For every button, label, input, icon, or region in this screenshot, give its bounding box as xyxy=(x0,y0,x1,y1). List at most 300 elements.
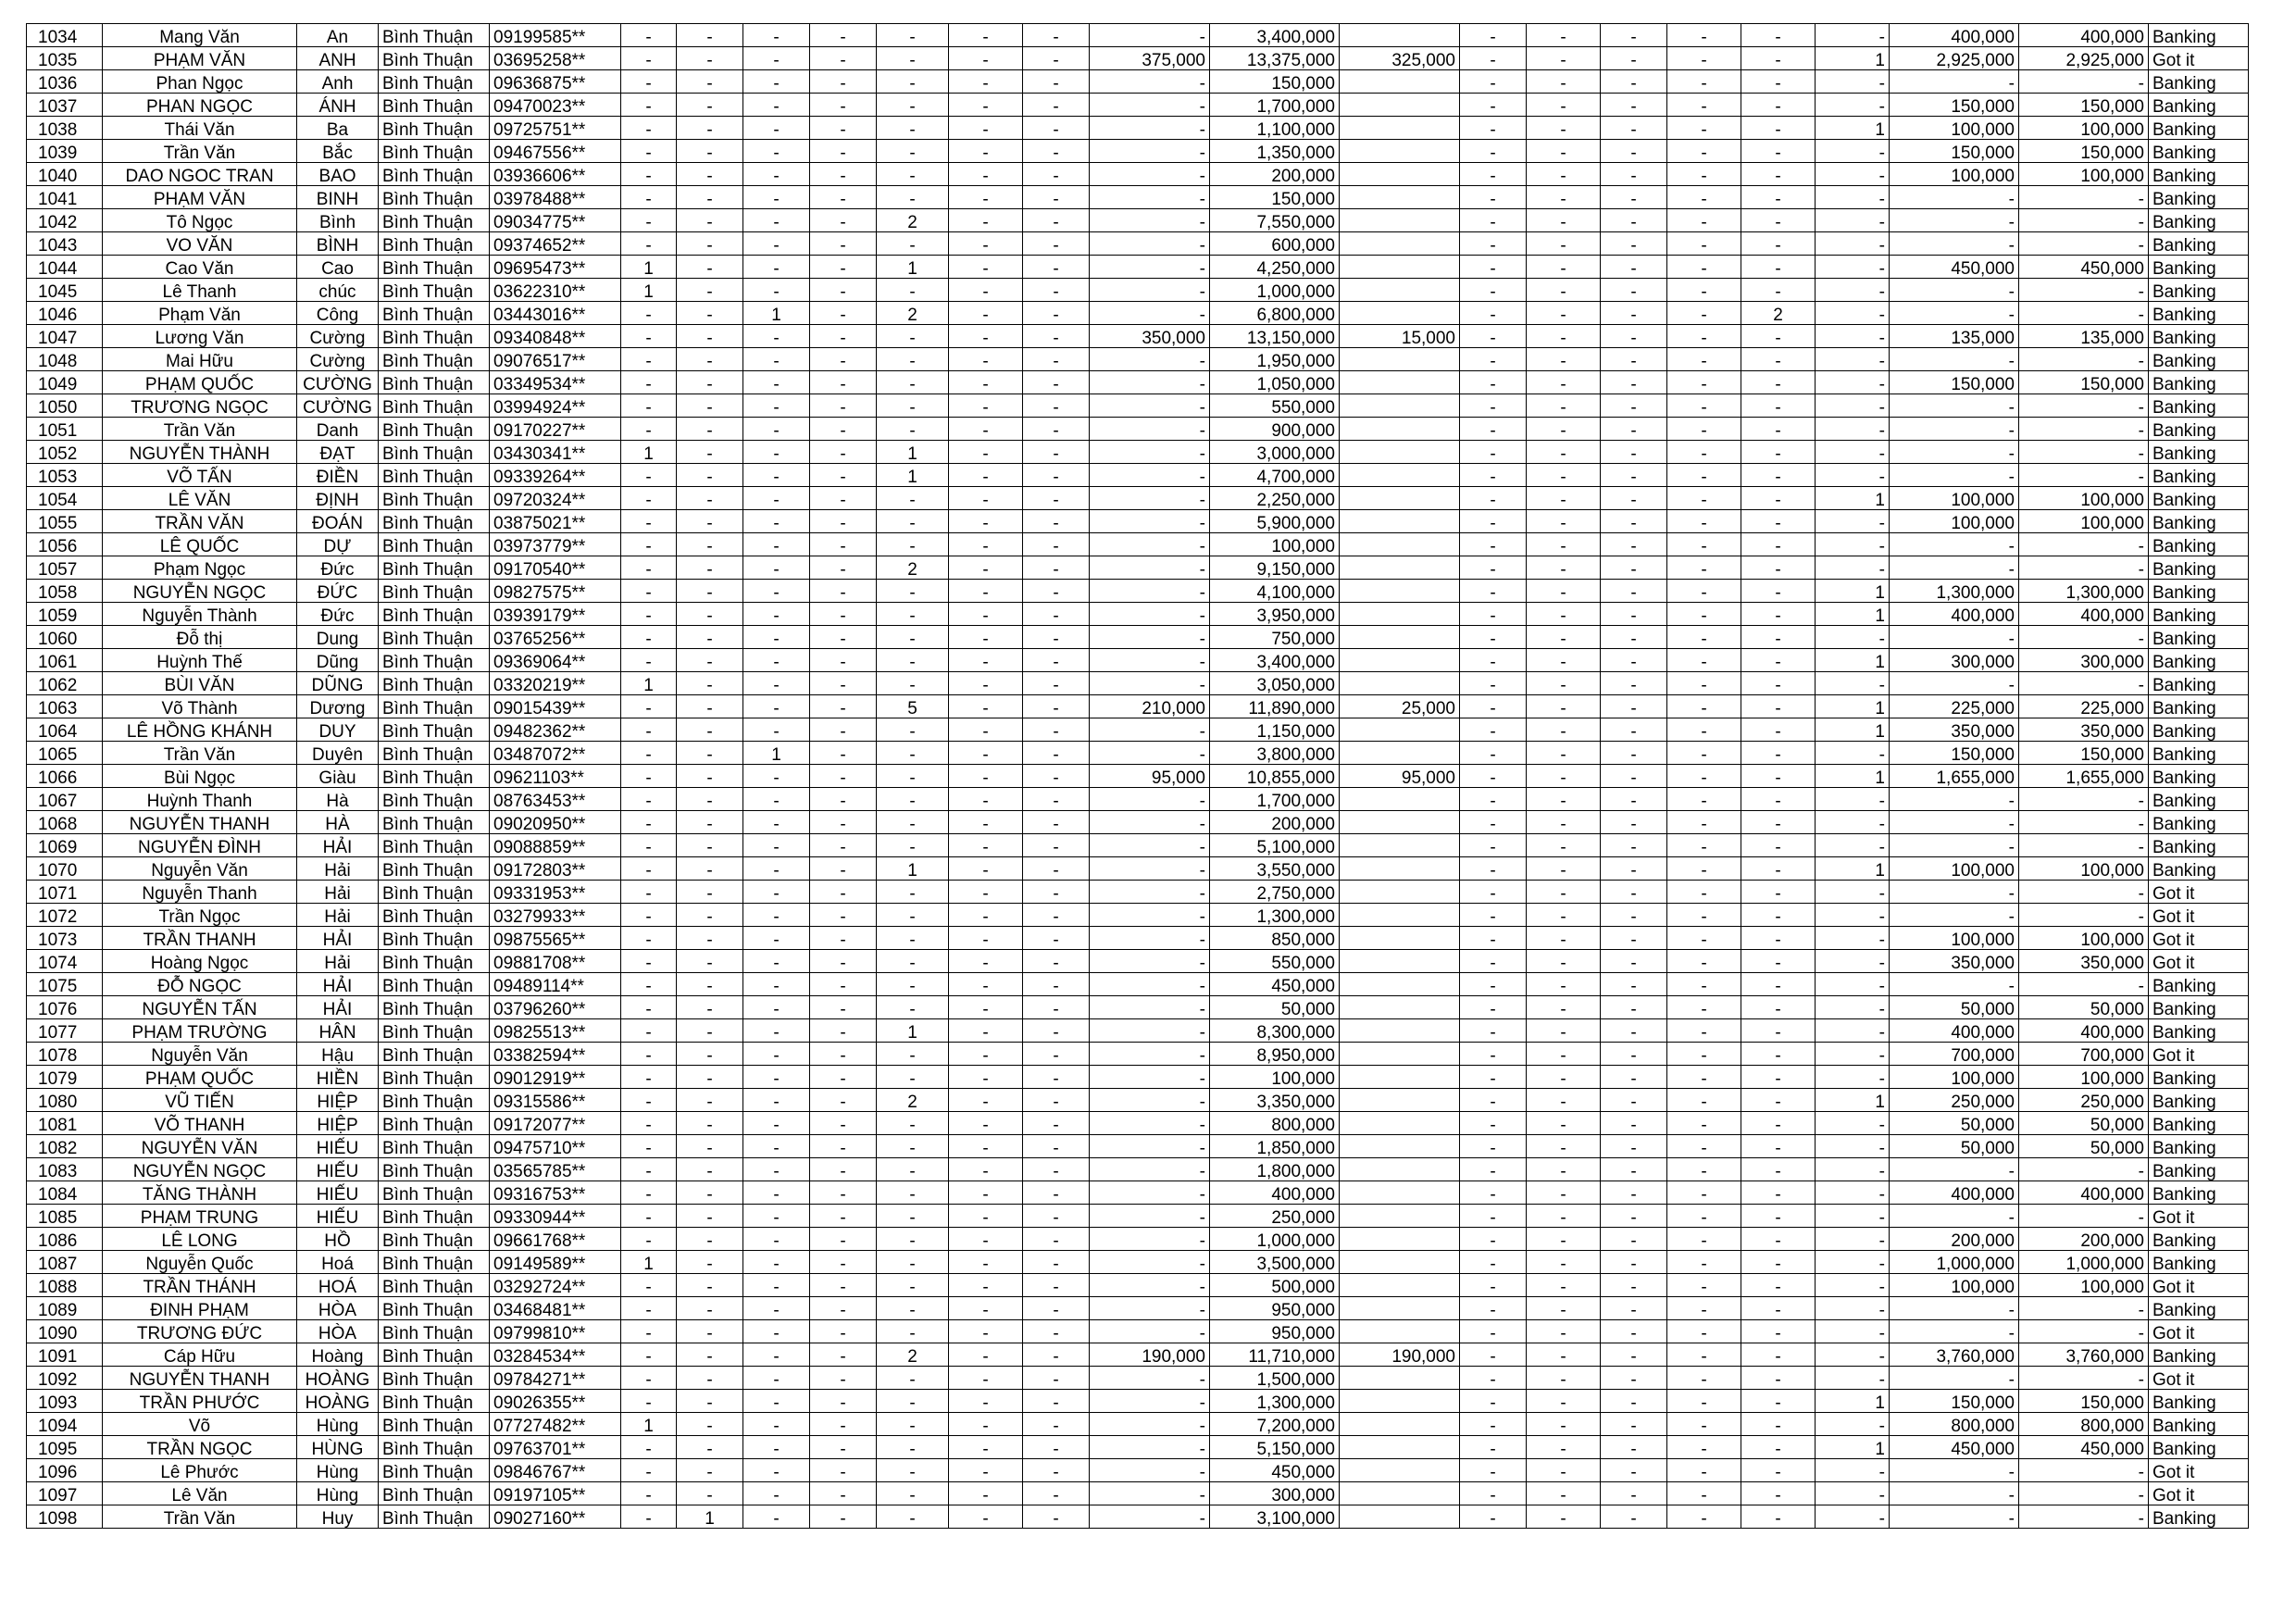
cell-tinh: Bình Thuận xyxy=(379,1367,490,1390)
cell-c8: - xyxy=(1090,163,1210,186)
cell-c7: - xyxy=(1023,1436,1090,1459)
cell-c6: - xyxy=(949,533,1023,556)
cell-c9: 50,000 xyxy=(1210,996,1340,1019)
cell-c6: - xyxy=(949,672,1023,695)
cell-c12: - xyxy=(1527,1158,1601,1181)
cell-c6: - xyxy=(949,811,1023,834)
cell-c10 xyxy=(1340,1482,1460,1505)
cell-c17: 800,000 xyxy=(1890,1413,2019,1436)
cell-c4: - xyxy=(810,580,877,603)
cell-tinh: Bình Thuận xyxy=(379,256,490,279)
cell-c1: 1 xyxy=(621,279,677,302)
cell-c9: 400,000 xyxy=(1210,1181,1340,1205)
cell-c12: - xyxy=(1527,950,1601,973)
cell-c12: - xyxy=(1527,1390,1601,1413)
cell-c15: - xyxy=(1741,1089,1816,1112)
cell-c12: - xyxy=(1527,857,1601,881)
table-row xyxy=(27,950,2249,973)
cell-c15: - xyxy=(1741,1459,1816,1482)
cell-c7: - xyxy=(1023,1482,1090,1505)
table-row xyxy=(27,186,2249,209)
cell-c9: 1,700,000 xyxy=(1210,94,1340,117)
cell-c11: - xyxy=(1460,1112,1527,1135)
cell-c15: - xyxy=(1741,672,1816,695)
cell-c18: 100,000 xyxy=(2019,510,2149,533)
cell-c9: 950,000 xyxy=(1210,1320,1340,1343)
table-row xyxy=(27,1343,2249,1367)
cell-hinh_thuc: Got it xyxy=(2149,47,2249,70)
cell-c1: - xyxy=(621,834,677,857)
cell-c6: - xyxy=(949,117,1023,140)
cell-c10 xyxy=(1340,464,1460,487)
cell-c13: - xyxy=(1601,904,1667,927)
cell-c1: - xyxy=(621,765,677,788)
cell-c10 xyxy=(1340,603,1460,626)
cell-c13: - xyxy=(1601,811,1667,834)
cell-c16: - xyxy=(1816,348,1890,371)
cell-c15: - xyxy=(1741,24,1816,47)
cell-hinh_thuc: Banking xyxy=(2149,1390,2249,1413)
cell-stt: 1058 xyxy=(27,580,103,603)
cell-c13: - xyxy=(1601,765,1667,788)
cell-c18: - xyxy=(2019,1320,2149,1343)
cell-c4: - xyxy=(810,626,877,649)
cell-c5: - xyxy=(877,626,949,649)
cell-c18: 50,000 xyxy=(2019,996,2149,1019)
cell-c7: - xyxy=(1023,1089,1090,1112)
cell-c5: - xyxy=(877,834,949,857)
cell-c12: - xyxy=(1527,927,1601,950)
cell-c4: - xyxy=(810,279,877,302)
cell-c14: - xyxy=(1667,718,1741,742)
cell-c6: - xyxy=(949,904,1023,927)
cell-c7: - xyxy=(1023,47,1090,70)
cell-c16: - xyxy=(1816,950,1890,973)
cell-c5: - xyxy=(877,117,949,140)
cell-c16: - xyxy=(1816,1019,1890,1043)
cell-c5: - xyxy=(877,1459,949,1482)
cell-c17: - xyxy=(1890,904,2019,927)
cell-c8: 190,000 xyxy=(1090,1343,1210,1367)
cell-c7: - xyxy=(1023,1066,1090,1089)
cell-c9: 11,890,000 xyxy=(1210,695,1340,718)
cell-c6: - xyxy=(949,857,1023,881)
cell-c12: - xyxy=(1527,325,1601,348)
cell-c17: - xyxy=(1890,464,2019,487)
cell-stt: 1067 xyxy=(27,788,103,811)
cell-c10 xyxy=(1340,1505,1460,1529)
cell-c16: - xyxy=(1816,626,1890,649)
cell-c14: - xyxy=(1667,70,1741,94)
cell-ho: TRƯƠNG ĐỨC xyxy=(103,1320,297,1343)
cell-ho: VŨ TIẾN xyxy=(103,1089,297,1112)
cell-c6: - xyxy=(949,1158,1023,1181)
cell-c7: - xyxy=(1023,371,1090,394)
cell-c14: - xyxy=(1667,1158,1741,1181)
cell-dien_thoai: 09197105** xyxy=(490,1482,621,1505)
cell-stt: 1073 xyxy=(27,927,103,950)
cell-c1: - xyxy=(621,788,677,811)
cell-tinh: Bình Thuận xyxy=(379,927,490,950)
cell-c14: - xyxy=(1667,1459,1741,1482)
cell-c17: 100,000 xyxy=(1890,510,2019,533)
cell-c14: - xyxy=(1667,394,1741,418)
cell-c3: - xyxy=(743,140,810,163)
table-row xyxy=(27,24,2249,47)
cell-ho: ĐINH PHẠM xyxy=(103,1297,297,1320)
cell-c10 xyxy=(1340,394,1460,418)
cell-c1: - xyxy=(621,533,677,556)
cell-c17: 225,000 xyxy=(1890,695,2019,718)
cell-dien_thoai: 03430341** xyxy=(490,441,621,464)
cell-c2: - xyxy=(677,232,743,256)
cell-c12: - xyxy=(1527,996,1601,1019)
cell-c1: - xyxy=(621,163,677,186)
cell-ho: TRẦN NGỌC xyxy=(103,1436,297,1459)
cell-ho: BÙI VĂN xyxy=(103,672,297,695)
cell-c9: 1,800,000 xyxy=(1210,1158,1340,1181)
cell-c2: - xyxy=(677,695,743,718)
cell-c13: - xyxy=(1601,1390,1667,1413)
cell-c8: - xyxy=(1090,1482,1210,1505)
cell-c5: - xyxy=(877,1390,949,1413)
cell-c5: - xyxy=(877,927,949,950)
cell-c14: - xyxy=(1667,1505,1741,1529)
cell-c2: - xyxy=(677,973,743,996)
cell-c10 xyxy=(1340,1274,1460,1297)
cell-c4: - xyxy=(810,996,877,1019)
cell-c1: - xyxy=(621,1066,677,1089)
cell-c15: - xyxy=(1741,441,1816,464)
cell-c1: - xyxy=(621,1436,677,1459)
cell-c6: - xyxy=(949,24,1023,47)
cell-c17: 400,000 xyxy=(1890,24,2019,47)
cell-c9: 200,000 xyxy=(1210,811,1340,834)
cell-c18: 150,000 xyxy=(2019,371,2149,394)
cell-c9: 1,000,000 xyxy=(1210,279,1340,302)
cell-c6: - xyxy=(949,695,1023,718)
cell-c6: - xyxy=(949,487,1023,510)
cell-c8: - xyxy=(1090,649,1210,672)
cell-c12: - xyxy=(1527,811,1601,834)
cell-c11: - xyxy=(1460,1228,1527,1251)
cell-ten: HỒ xyxy=(297,1228,379,1251)
cell-c4: - xyxy=(810,232,877,256)
cell-c11: - xyxy=(1460,603,1527,626)
cell-c14: - xyxy=(1667,1251,1741,1274)
cell-c6: - xyxy=(949,1459,1023,1482)
cell-tinh: Bình Thuận xyxy=(379,209,490,232)
cell-c9: 13,150,000 xyxy=(1210,325,1340,348)
cell-c13: - xyxy=(1601,695,1667,718)
cell-c16: - xyxy=(1816,1320,1890,1343)
cell-stt: 1041 xyxy=(27,186,103,209)
cell-ho: VÕ TẤN xyxy=(103,464,297,487)
cell-c13: - xyxy=(1601,1482,1667,1505)
cell-c6: - xyxy=(949,348,1023,371)
cell-ho: LÊ VĂN xyxy=(103,487,297,510)
cell-stt: 1057 xyxy=(27,556,103,580)
cell-c7: - xyxy=(1023,927,1090,950)
cell-c9: 3,550,000 xyxy=(1210,857,1340,881)
cell-c3: - xyxy=(743,1112,810,1135)
cell-c14: - xyxy=(1667,487,1741,510)
cell-c17: 400,000 xyxy=(1890,603,2019,626)
cell-ten: ÁNH xyxy=(297,94,379,117)
cell-dien_thoai: 03443016** xyxy=(490,302,621,325)
cell-c12: - xyxy=(1527,580,1601,603)
cell-c14: - xyxy=(1667,1089,1741,1112)
cell-c15: - xyxy=(1741,140,1816,163)
cell-c17: 100,000 xyxy=(1890,927,2019,950)
cell-stt: 1078 xyxy=(27,1043,103,1066)
cell-c8: - xyxy=(1090,1390,1210,1413)
cell-c14: - xyxy=(1667,996,1741,1019)
cell-tinh: Bình Thuận xyxy=(379,672,490,695)
cell-c16: - xyxy=(1816,834,1890,857)
cell-c8: - xyxy=(1090,140,1210,163)
cell-tinh: Bình Thuận xyxy=(379,47,490,70)
cell-c9: 8,300,000 xyxy=(1210,1019,1340,1043)
cell-ho: Võ Thành xyxy=(103,695,297,718)
cell-c13: - xyxy=(1601,973,1667,996)
cell-c5: - xyxy=(877,996,949,1019)
cell-c17: - xyxy=(1890,556,2019,580)
table-row xyxy=(27,441,2249,464)
cell-hinh_thuc: Got it xyxy=(2149,1274,2249,1297)
cell-c17: 450,000 xyxy=(1890,256,2019,279)
cell-c5: - xyxy=(877,1112,949,1135)
cell-c7: - xyxy=(1023,765,1090,788)
cell-c14: - xyxy=(1667,556,1741,580)
cell-c6: - xyxy=(949,464,1023,487)
cell-c18: 450,000 xyxy=(2019,1436,2149,1459)
cell-c8: - xyxy=(1090,603,1210,626)
cell-ho: LÊ LONG xyxy=(103,1228,297,1251)
cell-c8: - xyxy=(1090,348,1210,371)
cell-c6: - xyxy=(949,441,1023,464)
cell-c17: - xyxy=(1890,834,2019,857)
cell-c8: - xyxy=(1090,742,1210,765)
cell-c11: - xyxy=(1460,186,1527,209)
cell-ho: VÕ THANH xyxy=(103,1112,297,1135)
cell-ho: PHẠM TRƯỜNG xyxy=(103,1019,297,1043)
table-row xyxy=(27,487,2249,510)
cell-c14: - xyxy=(1667,279,1741,302)
cell-c10 xyxy=(1340,1436,1460,1459)
cell-hinh_thuc: Got it xyxy=(2149,1320,2249,1343)
cell-tinh: Bình Thuận xyxy=(379,881,490,904)
cell-c4: - xyxy=(810,881,877,904)
cell-c11: - xyxy=(1460,394,1527,418)
cell-c13: - xyxy=(1601,857,1667,881)
cell-c3: - xyxy=(743,1436,810,1459)
cell-c12: - xyxy=(1527,1251,1601,1274)
cell-c6: - xyxy=(949,927,1023,950)
cell-c7: - xyxy=(1023,279,1090,302)
cell-c9: 3,500,000 xyxy=(1210,1251,1340,1274)
cell-c16: - xyxy=(1816,881,1890,904)
cell-c13: - xyxy=(1601,94,1667,117)
cell-stt: 1049 xyxy=(27,371,103,394)
cell-dien_thoai: 03939179** xyxy=(490,603,621,626)
cell-c4: - xyxy=(810,857,877,881)
cell-ten: Hoá xyxy=(297,1251,379,1274)
cell-c14: - xyxy=(1667,1181,1741,1205)
cell-c14: - xyxy=(1667,256,1741,279)
cell-hinh_thuc: Banking xyxy=(2149,325,2249,348)
cell-c12: - xyxy=(1527,94,1601,117)
cell-c18: 150,000 xyxy=(2019,140,2149,163)
cell-c1: - xyxy=(621,487,677,510)
cell-c2: - xyxy=(677,881,743,904)
cell-hinh_thuc: Banking xyxy=(2149,394,2249,418)
cell-c6: - xyxy=(949,371,1023,394)
cell-c15: - xyxy=(1741,718,1816,742)
cell-c5: - xyxy=(877,1043,949,1066)
cell-c11: - xyxy=(1460,1205,1527,1228)
cell-c16: 1 xyxy=(1816,117,1890,140)
cell-dien_thoai: 09172803** xyxy=(490,857,621,881)
cell-dien_thoai: 09725751** xyxy=(490,117,621,140)
cell-c15: - xyxy=(1741,464,1816,487)
cell-c7: - xyxy=(1023,973,1090,996)
cell-ho: TRẦN PHƯỚC xyxy=(103,1390,297,1413)
cell-stt: 1042 xyxy=(27,209,103,232)
cell-c2: - xyxy=(677,927,743,950)
cell-c17: 150,000 xyxy=(1890,94,2019,117)
table-row xyxy=(27,1367,2249,1390)
cell-c15: - xyxy=(1741,1158,1816,1181)
cell-c2: - xyxy=(677,950,743,973)
cell-c5: - xyxy=(877,950,949,973)
cell-c5: 1 xyxy=(877,1019,949,1043)
table-row xyxy=(27,1135,2249,1158)
cell-c1: - xyxy=(621,1112,677,1135)
cell-dien_thoai: 09846767** xyxy=(490,1459,621,1482)
table-row xyxy=(27,163,2249,186)
cell-c8: - xyxy=(1090,1251,1210,1274)
cell-ho: Nguyễn Quốc xyxy=(103,1251,297,1274)
cell-c14: - xyxy=(1667,1436,1741,1459)
cell-tinh: Bình Thuận xyxy=(379,1482,490,1505)
cell-dien_thoai: 09621103** xyxy=(490,765,621,788)
cell-hinh_thuc: Banking xyxy=(2149,232,2249,256)
cell-dien_thoai: 09636875** xyxy=(490,70,621,94)
cell-c17: - xyxy=(1890,811,2019,834)
cell-c15: - xyxy=(1741,1436,1816,1459)
cell-ho: Phạm Văn xyxy=(103,302,297,325)
cell-c16: 1 xyxy=(1816,695,1890,718)
cell-c5: - xyxy=(877,47,949,70)
cell-stt: 1085 xyxy=(27,1205,103,1228)
cell-c6: - xyxy=(949,881,1023,904)
cell-c3: - xyxy=(743,672,810,695)
cell-c18: 50,000 xyxy=(2019,1112,2149,1135)
cell-c13: - xyxy=(1601,441,1667,464)
cell-c16: - xyxy=(1816,1228,1890,1251)
cell-c5: - xyxy=(877,371,949,394)
cell-hinh_thuc: Banking xyxy=(2149,556,2249,580)
cell-c11: - xyxy=(1460,1459,1527,1482)
cell-c9: 450,000 xyxy=(1210,973,1340,996)
cell-c10 xyxy=(1340,1112,1460,1135)
cell-c18: 100,000 xyxy=(2019,117,2149,140)
cell-c8: - xyxy=(1090,996,1210,1019)
cell-c4: - xyxy=(810,603,877,626)
cell-c8: - xyxy=(1090,1019,1210,1043)
cell-dien_thoai: 03765256** xyxy=(490,626,621,649)
cell-ho: LÊ HỒNG KHÁNH xyxy=(103,718,297,742)
cell-c16: - xyxy=(1816,510,1890,533)
cell-c5: - xyxy=(877,603,949,626)
cell-c9: 3,050,000 xyxy=(1210,672,1340,695)
cell-c11: - xyxy=(1460,1135,1527,1158)
cell-ho: PHAN NGỌC xyxy=(103,94,297,117)
cell-ten: HOÀNG xyxy=(297,1367,379,1390)
cell-c11: - xyxy=(1460,950,1527,973)
cell-c5: - xyxy=(877,186,949,209)
cell-dien_thoai: 09199585** xyxy=(490,24,621,47)
cell-c13: - xyxy=(1601,232,1667,256)
cell-ten: DỰ xyxy=(297,533,379,556)
cell-stt: 1093 xyxy=(27,1390,103,1413)
cell-c12: - xyxy=(1527,163,1601,186)
cell-ten: Huy xyxy=(297,1505,379,1529)
cell-c4: - xyxy=(810,94,877,117)
cell-c3: - xyxy=(743,904,810,927)
cell-c17: 450,000 xyxy=(1890,1436,2019,1459)
cell-c3: - xyxy=(743,1482,810,1505)
cell-hinh_thuc: Banking xyxy=(2149,973,2249,996)
cell-c15: - xyxy=(1741,1297,1816,1320)
cell-c12: - xyxy=(1527,1135,1601,1158)
cell-hinh_thuc: Banking xyxy=(2149,1089,2249,1112)
cell-dien_thoai: 03936606** xyxy=(490,163,621,186)
cell-c13: - xyxy=(1601,718,1667,742)
cell-ten: HẢI xyxy=(297,996,379,1019)
cell-c15: - xyxy=(1741,533,1816,556)
cell-c4: - xyxy=(810,418,877,441)
cell-c5: - xyxy=(877,94,949,117)
cell-c11: - xyxy=(1460,580,1527,603)
cell-c12: - xyxy=(1527,1066,1601,1089)
cell-dien_thoai: 09875565** xyxy=(490,927,621,950)
cell-stt: 1035 xyxy=(27,47,103,70)
cell-c13: - xyxy=(1601,70,1667,94)
cell-c10 xyxy=(1340,24,1460,47)
cell-dien_thoai: 09661768** xyxy=(490,1228,621,1251)
cell-c10 xyxy=(1340,1205,1460,1228)
cell-c3: - xyxy=(743,441,810,464)
cell-c6: - xyxy=(949,1135,1023,1158)
cell-c17: 100,000 xyxy=(1890,163,2019,186)
cell-c11: - xyxy=(1460,1274,1527,1297)
cell-c15: - xyxy=(1741,1043,1816,1066)
cell-hinh_thuc: Got it xyxy=(2149,881,2249,904)
cell-c2: - xyxy=(677,556,743,580)
cell-c3: - xyxy=(743,857,810,881)
cell-c11: - xyxy=(1460,232,1527,256)
cell-dien_thoai: 09763701** xyxy=(490,1436,621,1459)
cell-c15: - xyxy=(1741,209,1816,232)
cell-c18: 1,000,000 xyxy=(2019,1251,2149,1274)
cell-c9: 550,000 xyxy=(1210,394,1340,418)
cell-c12: - xyxy=(1527,47,1601,70)
cell-c5: - xyxy=(877,418,949,441)
cell-c8: 95,000 xyxy=(1090,765,1210,788)
cell-c12: - xyxy=(1527,441,1601,464)
